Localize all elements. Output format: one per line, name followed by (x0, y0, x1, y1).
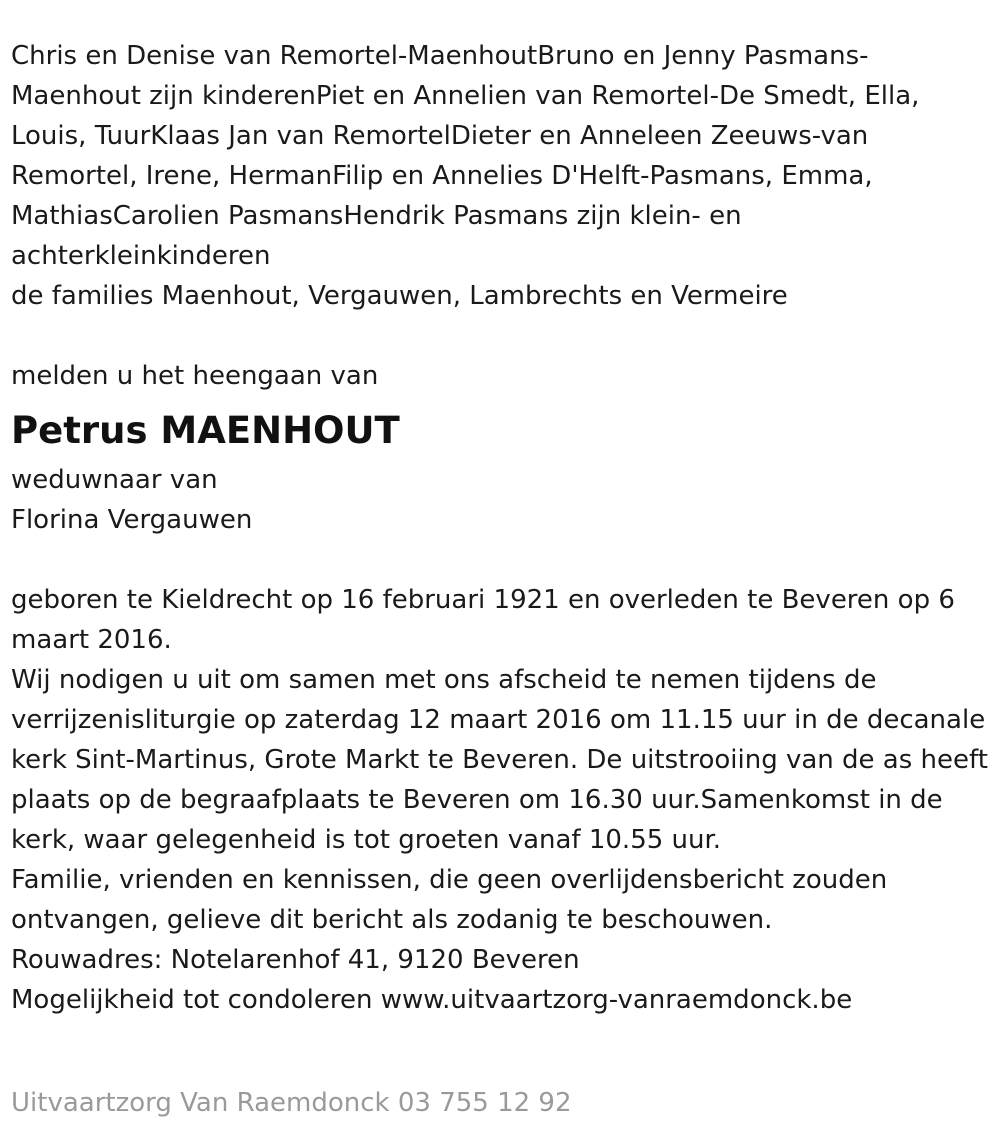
condolence-link-text: Mogelijkheid tot condoleren www.uitvaartzorg-vanraemdonck.be (11, 985, 853, 1015)
spacer (11, 540, 991, 580)
obituary-notice (11, 36, 991, 1020)
relation-label: weduwnaar van (11, 465, 218, 495)
spacer (11, 316, 991, 356)
funeral-home-footer: Uitvaartzorg Van Raemdonck 03 755 12 92 (11, 1088, 572, 1118)
families-line: de families Maenhout, Vergauwen, Lambrechts en Vermeire (11, 281, 788, 311)
birth-death-text: geboren te Kieldrecht op 16 februari 1921 en overleden te Beveren op 6 maart 2016. (11, 585, 955, 655)
deceased-name: Petrus MAENHOUT (11, 409, 400, 452)
notice-text: Familie, vrienden en kennissen, die geen overlijdensbericht zouden ontvangen, gelieve dit bericht als zodanig te beschouwen. (11, 865, 888, 935)
announcement-intro: melden u het heengaan van (11, 361, 379, 391)
mourning-address: Rouwadres: Notelarenhof 41, 9120 Beveren (11, 945, 580, 975)
spouse-name: Florina Vergauwen (11, 505, 253, 535)
ceremony-text: Wij nodigen u uit om samen met ons afscheid te nemen tijdens de verrijzenisliturgie op zaterdag 12 maart 2016 om 11.15 uur in de decanale kerk Sint-Martinus, Grote Markt te Beveren. De uitstrooiing van de as heeft plaats op de begraafplaats te Beveren om 16.30 uur.Samenkomst in de kerk, waar gelegenheid is tot groeten vanaf 10.55 uur. (11, 665, 988, 855)
relatives-text: Chris en Denise van Remortel-MaenhoutBruno en Jenny Pasmans-Maenhout zijn kinderenPiet en Annelien van Remortel-De Smedt, Ella, Louis, TuurKlaas Jan van RemortelDieter en Anneleen Zeeuws-van Remortel, Irene, HermanFilip en Annelies D'Helft-Pasmans, Emma, MathiasCarolien PasmansHendrik Pasmans zijn klein- en achterkleinkinderen (11, 41, 920, 271)
